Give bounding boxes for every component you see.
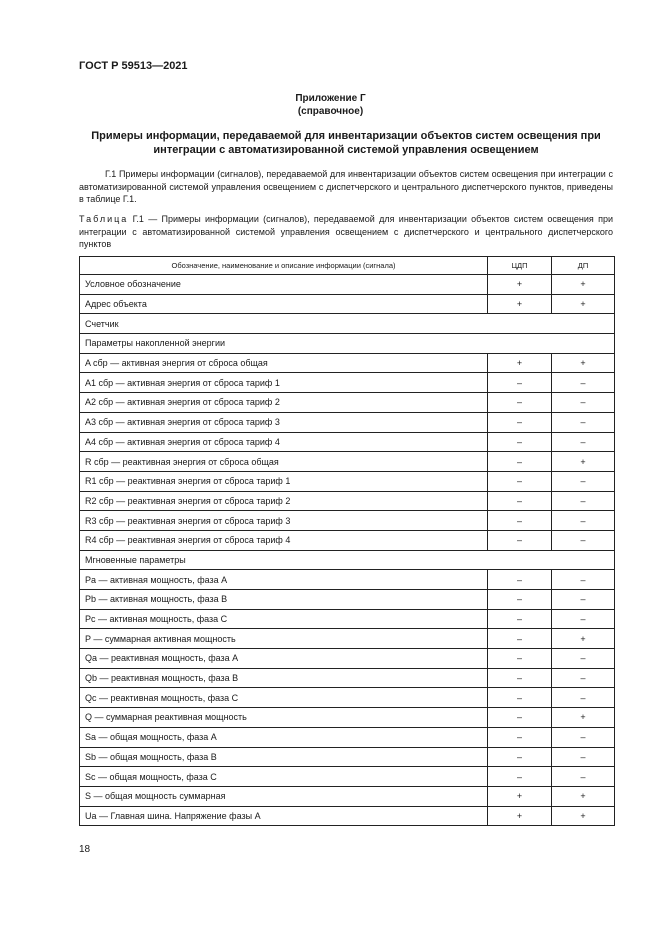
cdp-cell: –	[488, 747, 552, 767]
dp-cell: –	[552, 491, 615, 511]
signal-name: Sa — общая мощность, фаза A	[80, 727, 488, 747]
signal-name: S — общая мощность суммарная	[80, 786, 488, 806]
cdp-cell: –	[488, 570, 552, 590]
signal-name: R1 сбр — реактивная энергия от сброса тариф 1	[80, 471, 488, 491]
section-label: Счетчик	[80, 314, 615, 334]
dp-cell: –	[552, 649, 615, 669]
dp-cell: +	[552, 353, 615, 373]
signal-name: Pa — активная мощность, фаза A	[80, 570, 488, 590]
section-label: Мгновенные параметры	[80, 550, 615, 570]
signal-name: Адрес объекта	[80, 294, 488, 314]
signal-name: Sc — общая мощность, фаза C	[80, 767, 488, 787]
cdp-cell: –	[488, 767, 552, 787]
table-section-row	[80, 550, 615, 570]
cdp-cell: –	[488, 668, 552, 688]
page-number: 18	[79, 844, 91, 855]
dp-cell: +	[552, 786, 615, 806]
signal-name: A4 сбр — активная энергия от сброса тариф 4	[80, 432, 488, 452]
dp-cell: –	[552, 609, 615, 629]
table-row	[80, 590, 615, 610]
table-row	[80, 530, 615, 550]
signal-name: R сбр — реактивная энергия от сброса общая	[80, 452, 488, 472]
cdp-cell: –	[488, 609, 552, 629]
cdp-cell: +	[488, 786, 552, 806]
dp-cell: +	[552, 294, 615, 314]
table-header-row	[80, 257, 615, 275]
signal-name: R3 сбр — реактивная энергия от сброса тариф 3	[80, 511, 488, 531]
dp-cell: +	[552, 452, 615, 472]
signal-name: Qc — реактивная мощность, фаза C	[80, 688, 488, 708]
table-row	[80, 668, 615, 688]
table-row	[80, 452, 615, 472]
table-row	[80, 767, 615, 787]
table-row	[80, 432, 615, 452]
table-row	[80, 294, 615, 314]
signals-table	[79, 256, 615, 826]
cdp-cell: +	[488, 353, 552, 373]
signal-name: Pc — активная мощность, фаза C	[80, 609, 488, 629]
cdp-cell: –	[488, 471, 552, 491]
cdp-cell: +	[488, 294, 552, 314]
cdp-cell: –	[488, 629, 552, 649]
table-section-row	[80, 334, 615, 354]
table-row	[80, 649, 615, 669]
signal-name: A2 сбр — активная энергия от сброса тариф 2	[80, 393, 488, 413]
intro-paragraph: Г.1 Примеры информации (сигналов), передаваемой для инвентаризации объектов систем освещения при интеграции с автоматизированной системой управления освещением с диспетчерского и центрального диспетчерского пунктов, приведены в таблице Г.1.	[79, 169, 613, 204]
cdp-cell: –	[488, 649, 552, 669]
dp-cell: +	[552, 708, 615, 728]
table-row	[80, 275, 615, 295]
signal-name: Q — суммарная реактивная мощность	[80, 708, 488, 728]
dp-cell: +	[552, 275, 615, 295]
appendix-heading	[0, 92, 661, 118]
dp-cell: –	[552, 530, 615, 550]
dp-cell: –	[552, 590, 615, 610]
table-row	[80, 353, 615, 373]
signal-name: Pb — активная мощность, фаза B	[80, 590, 488, 610]
standard-code: ГОСТ Р 59513—2021	[79, 60, 188, 72]
signal-name: P — суммарная активная мощность	[80, 629, 488, 649]
table-row	[80, 747, 615, 767]
table-row	[80, 570, 615, 590]
cdp-cell: –	[488, 432, 552, 452]
table-row	[80, 806, 615, 826]
cdp-cell: –	[488, 511, 552, 531]
signal-name: R2 сбр — реактивная энергия от сброса тариф 2	[80, 491, 488, 511]
section-title: Примеры информации, передаваемой для инвентаризации объектов систем освещения при интеграции с автоматизированной системой управления освещением	[91, 130, 601, 156]
signal-name: A1 сбр — активная энергия от сброса тариф 1	[80, 373, 488, 393]
dp-cell: –	[552, 668, 615, 688]
table-row	[80, 727, 615, 747]
dp-cell: +	[552, 806, 615, 826]
dp-cell: –	[552, 747, 615, 767]
cdp-cell: –	[488, 393, 552, 413]
cdp-cell: –	[488, 452, 552, 472]
column-header-dp: ДП	[552, 257, 615, 275]
cdp-cell: –	[488, 727, 552, 747]
table-row	[80, 471, 615, 491]
dp-cell: +	[552, 629, 615, 649]
table-caption-text: Г.1 — Примеры информации (сигналов), передаваемой для инвентаризации объектов систем освещения при интеграции с автоматизированной системой управления освещением с диспетчерского и центрального диспетчерского пунктов	[79, 214, 613, 249]
dp-cell: –	[552, 393, 615, 413]
signal-name: Qa — реактивная мощность, фаза A	[80, 649, 488, 669]
cdp-cell: –	[488, 708, 552, 728]
table-row	[80, 688, 615, 708]
table-row	[80, 373, 615, 393]
cdp-cell: –	[488, 590, 552, 610]
signal-name: Условное обозначение	[80, 275, 488, 295]
table-row	[80, 491, 615, 511]
table-row	[80, 629, 615, 649]
dp-cell: –	[552, 570, 615, 590]
cdp-cell: –	[488, 373, 552, 393]
table-row	[80, 511, 615, 531]
table-row	[80, 708, 615, 728]
table-body	[80, 275, 615, 826]
table-caption-label: Таблица	[79, 214, 129, 224]
appendix-subtitle: (справочное)	[297, 106, 364, 117]
cdp-cell: –	[488, 688, 552, 708]
signal-name: A сбр — активная энергия от сброса общая	[80, 353, 488, 373]
dp-cell: –	[552, 688, 615, 708]
dp-cell: –	[552, 432, 615, 452]
dp-cell: –	[552, 471, 615, 491]
cdp-cell: –	[488, 530, 552, 550]
cdp-cell: +	[488, 806, 552, 826]
dp-cell: –	[552, 373, 615, 393]
dp-cell: –	[552, 412, 615, 432]
signal-name: A3 сбр — активная энергия от сброса тариф 3	[80, 412, 488, 432]
cdp-cell: –	[488, 491, 552, 511]
cdp-cell: +	[488, 275, 552, 295]
appendix-title: Приложение Г	[295, 93, 366, 104]
cdp-cell: –	[488, 412, 552, 432]
table-row	[80, 786, 615, 806]
table-caption	[79, 213, 613, 251]
table-row	[80, 393, 615, 413]
column-header-description: Обозначение, наименование и описание информации (сигнала)	[80, 257, 488, 275]
dp-cell: –	[552, 767, 615, 787]
signal-name: Ua — Главная шина. Напряжение фазы A	[80, 806, 488, 826]
dp-cell: –	[552, 511, 615, 531]
signal-name: R4 сбр — реактивная энергия от сброса тариф 4	[80, 530, 488, 550]
table-section-row	[80, 314, 615, 334]
table-row	[80, 412, 615, 432]
dp-cell: –	[552, 727, 615, 747]
column-header-cdp: ЦДП	[488, 257, 552, 275]
table-row	[80, 609, 615, 629]
signal-name: Sb — общая мощность, фаза B	[80, 747, 488, 767]
signal-name: Qb — реактивная мощность, фаза B	[80, 668, 488, 688]
section-label: Параметры накопленной энергии	[80, 334, 615, 354]
